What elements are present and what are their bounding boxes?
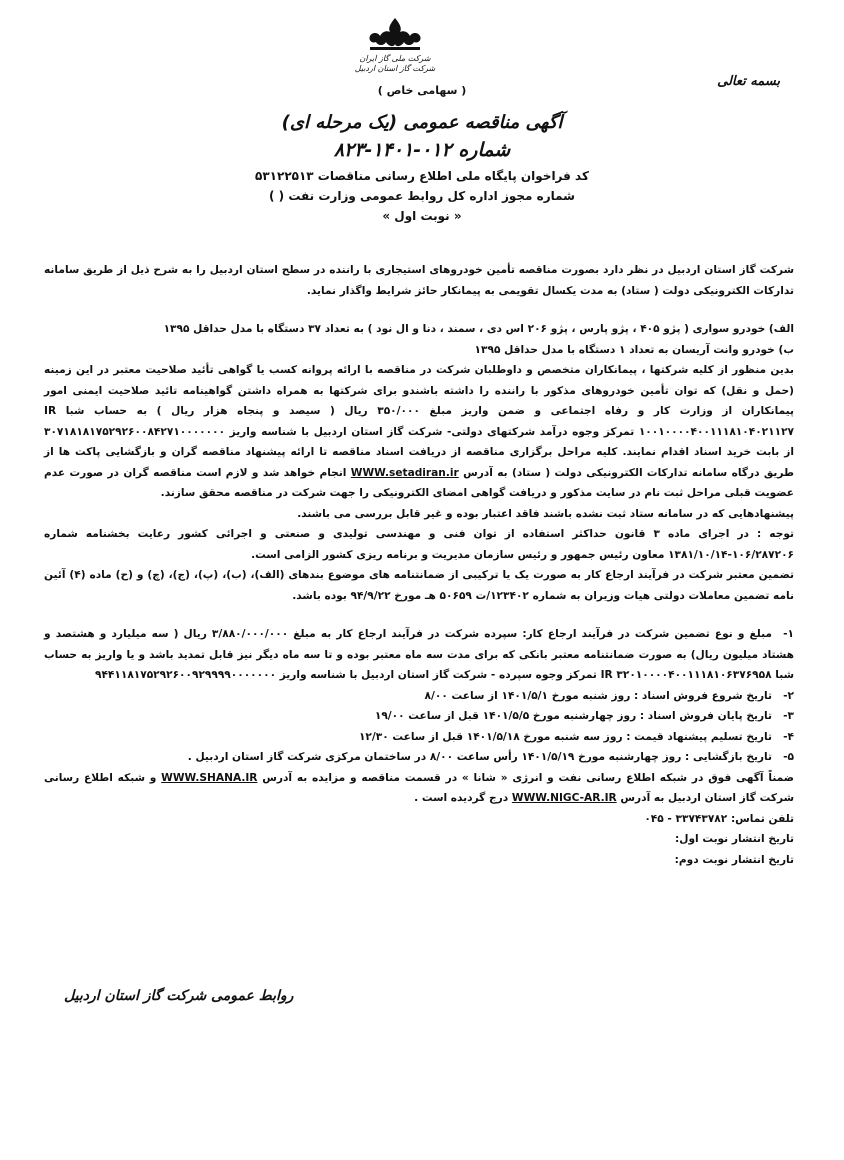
pub-date-1: تاریخ انتشار نوبت اول: — [675, 833, 794, 845]
shana-text-2: و شبکه اطلاع رسانی شرکت گاز استان اردبیل به آدرس — [44, 771, 794, 804]
item-text: تاریخ بازگشایی : روز چهارشنبه مورخ ۱۴۰۱/۵/۱۹ رأس ساعت ۸/۰۰ در ساختمان مرکزی شرکت گاز استان اردبیل . — [187, 751, 772, 763]
bismillah: بسمه تعالی — [717, 74, 780, 89]
conditions-text-end: انجام خواهد شد و لازم است مناقصه گران در صورت عدم عضویت قبلی مراحل ثبت نام در سایت مذکور و دریافت گواهی امضای الکترونیکی را جهت شرکت در مناقصه محقق سازند. — [44, 466, 794, 499]
logo-text-1: شرکت ملی گاز ایران — [359, 54, 431, 63]
tender-number: شماره ۰۱۲-۱۴۰۱-۸۲۳ — [333, 139, 511, 161]
publication-note — [44, 768, 794, 809]
conditions-paragraph — [44, 360, 794, 504]
logo-text-2: شرکت گاز استان اردبیل — [354, 64, 436, 73]
vehicle-item-a: الف) خودرو سواری ( پژو ۴۰۵ ، پژو پارس ، پژو ۲۰۶ اس دی ، سمند ، دنا و ال نود ) به تعداد ۳۷ دستگاه با مدل حداقل ۱۳۹۵ — [163, 323, 794, 335]
item-text: تاریخ پایان فروش اسناد : روز چهارشنبه مورخ ۱۴۰۱/۵/۵ قبل از ساعت ۱۹/۰۰ — [374, 710, 772, 722]
document-body — [44, 260, 794, 870]
pub-date-2: تاریخ انتشار نوبت دوم: — [674, 853, 794, 866]
list-item — [44, 706, 794, 727]
note-2: توجه : در اجرای ماده ۳ قانون حداکثر استفاده از توان فنی و مهندسی تولیدی و صنعتی و اجرائی کشور رعایت بخشنامه شماره ۱۰۶/۲۸۷۲۰۶-۱۳۸۱/۱۰/۱۴ معاون رئیس جمهور و رئیس سازمان مدیریت و برنامه ریزی کشور الزامی است. — [44, 528, 794, 561]
company-logo — [350, 14, 440, 84]
nigc-link[interactable]: WWW.NIGC-AR.IR — [511, 792, 617, 804]
item-number: ۴- — [783, 730, 794, 743]
conditions-text: بدین منظور از کلیه شرکتها ، پیمانکاران متخصص و داوطلبان شرکت در مناقصه با ارائه پروانه کسب یا گواهی تأئید صلاحیت معتبر در این زمینه (حمل و نقل) که توان تأمین خودروهای مذکور با راننده را داشته باشندو برای شرکتها به همراه داشتن گواهینامه تائید صلاحیت ایمنی امور پیمانکاران از وزارت کار و رفاه اجتماعی و ضمن واریز مبلغ ۳۵۰/۰۰۰ ریال ( سیصد و پنجاه هزار ریال ) به حساب شبا IR ۱۰۰۱۰۰۰۰۴۰۰۱۱۱۸۱۰۴۰۲۱۱۲۷ تمرکز وجوه درآمد شرکتهای دولتی- شرکت گاز استان اردبیل با شناسه واریز ۳۰۷۱۸۱۸۱۷۵۲۹۲۶۰۰۸۴۲۷۱۰۰۰۰۰۰۰ از بابت خرید اسناد اقدام نمایند. کلیه مراحل برگزاری مناقصه از دریافت اسناد مناقصه تا ارائه پیشنهاد مناقصه گران و بازگشایی پاکت ها از طریق درگاه سامانه تدارکات الکترونیکی دولت ( ستاد) به آدرس — [44, 364, 794, 479]
list-item — [44, 624, 794, 686]
item-number: ۳- — [783, 710, 794, 722]
tender-code: کد فراخوان پایگاه ملی اطلاع رسانی مناقصات ۵۳۱۲۲۵۱۳ — [255, 169, 589, 183]
item-number: ۱- — [783, 628, 794, 640]
item-text: مبلغ و نوع تضمین شرکت در فرآیند ارجاع کار: سپرده شرکت در فرآیند ارجاع کار به مبلغ ۳/۸۸۰/۰۰۰/۰۰۰ ریال ( سه میلیارد و هشتصد و هشتاد میلیون ریال) به صورت ضمانتنامه معتبر بانکی که برای مدت سه ماه معتبر بوده و تا سه ماه دیگر نیز قابل تمدید باشد و یا واریز به حساب شبا IR ۳۲۰۱۰۰۰۰۴۰۰۱۱۱۸۱۰۶۳۷۶۹۵۸ تمرکز وجوه سپرده - شرکت گاز استان اردبیل با شناسه واریز ۹۴۴۱۱۸۱۷۵۲۹۲۶۰۰۹۲۹۹۹۹۰۰۰۰۰۰۰ — [44, 628, 794, 681]
shana-text-1: ضمناً آگهی فوق در شبکه اطلاع رسانی نفت و انرژی « شانا » در قسمت مناقصه و مزایده به آدرس — [262, 771, 794, 784]
items-list — [44, 624, 794, 768]
round-label: « نوبت اول » — [382, 209, 462, 223]
shana-link[interactable]: WWW.SHANA.IR — [161, 771, 258, 784]
license-number: شماره مجوز اداره کل روابط عمومی وزارت نفت ( ) — [269, 189, 575, 203]
title-block — [0, 112, 844, 223]
tender-title: آگهی مناقصه عمومی (یک مرحله ای) — [281, 112, 563, 133]
item-number: ۲- — [783, 689, 794, 702]
item-text: تاریخ تسلیم پیشنهاد قیمت : روز سه شنبه مورخ ۱۴۰۱/۵/۱۸ قبل از ساعت ۱۲/۳۰ — [358, 730, 772, 743]
signature: روابط عمومی شرکت گاز استان اردبیل — [64, 988, 294, 1004]
shana-text-3: درج گردیده است . — [414, 792, 509, 804]
item-text: تاریخ شروع فروش اسناد : روز شنبه مورخ ۱۴۰۱/۵/۱ از ساعت ۸/۰۰ — [424, 689, 772, 702]
list-item — [44, 747, 794, 768]
note-1: پیشنهادهایی که در سامانه ستاد ثبت نشده باشند فاقد اعتبار بوده و غیر قابل بررسی می باشند. — [297, 507, 794, 520]
list-item — [44, 727, 794, 748]
setad-link[interactable]: WWW.setadiran.ir — [350, 466, 459, 479]
company-type: ( سهامی خاص ) — [377, 84, 467, 97]
gas-company-logo-icon — [360, 14, 430, 54]
vehicle-item-b: ب) خودرو وانت آریسان به تعداد ۱ دستگاه با مدل حداقل ۱۳۹۵ — [474, 343, 794, 356]
list-item — [44, 686, 794, 707]
note-3: تضمین معتبر شرکت در فرآیند ارجاع کار به صورت یک یا ترکیبی از ضمانتنامه های موضوع بندهای (الف)، (ب)، (پ)، (ج)، (چ) و (ح) ماده (۴) آئین نامه تضمین معاملات دولتی هیات وزیران به شماره ۱۲۳۴۰۲/ت ۵۰۶۵۹ هـ مورخ ۹۴/۹/۲۲ بوده باشد. — [44, 569, 794, 602]
phone-number: تلفن تماس: ۳۳۷۴۳۷۸۲ - ۰۴۵ — [644, 812, 794, 825]
intro-paragraph: شرکت گاز استان اردبیل در نظر دارد بصورت مناقصه تأمین خودروهای استیجاری با راننده در سطح استان اردبیل را به شرح ذیل از طریق سامانه تدارکات الکترونیکی دولت ( ستاد) به مدت یکسال تقویمی به پیمانکار حائز شرایط واگذار نماید. — [44, 264, 794, 297]
item-number: ۵- — [783, 751, 794, 763]
